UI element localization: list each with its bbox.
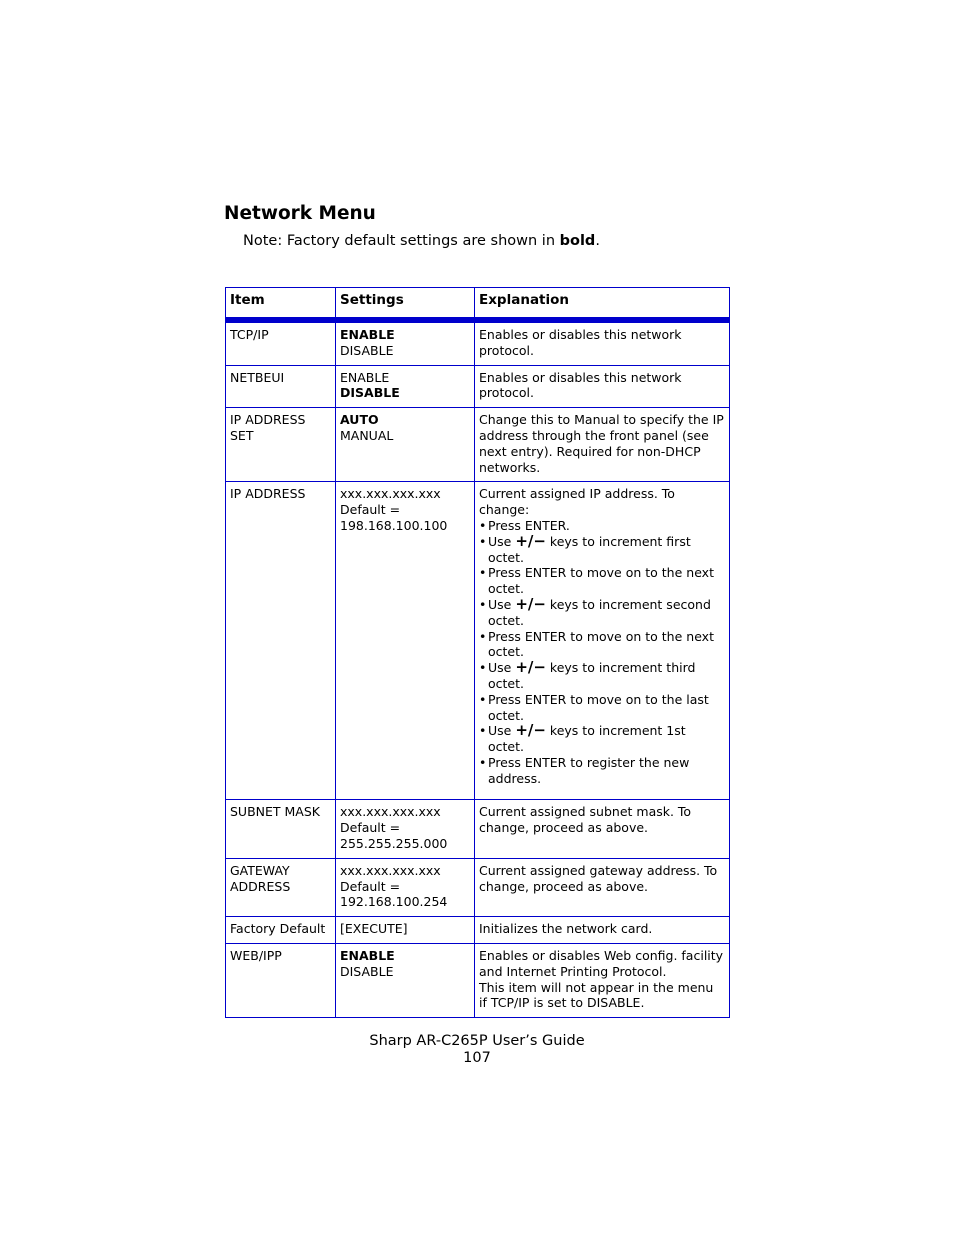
list-item-text: Press ENTER to move on to the next octet. bbox=[488, 628, 714, 660]
list-item bbox=[479, 660, 725, 692]
setting-value: Default = bbox=[340, 878, 401, 894]
note-suffix: . bbox=[595, 233, 600, 249]
setting-default-value: ENABLE bbox=[340, 327, 395, 342]
list-item bbox=[479, 531, 725, 566]
list-item bbox=[479, 594, 725, 629]
table-row bbox=[226, 482, 730, 800]
cell-settings bbox=[336, 858, 475, 916]
cell-item: GATEWAY ADDRESS bbox=[226, 858, 336, 916]
explanation-text: Initializes the network card. bbox=[479, 921, 653, 937]
header-settings: Settings bbox=[336, 288, 475, 321]
footer-guide-title: Sharp AR-C265P User’s Guide bbox=[369, 1033, 585, 1049]
setting-value: 192.168.100.254 bbox=[340, 894, 448, 910]
explanation-text: Enables or disables this network protocol. bbox=[479, 327, 682, 358]
table-row bbox=[226, 365, 730, 408]
plus-minus-keys-icon: +/− bbox=[515, 594, 546, 613]
list-item bbox=[479, 755, 725, 787]
cell-item: WEB/IPP bbox=[226, 943, 336, 1017]
list-item-text-suffix: keys to increment first octet. bbox=[488, 533, 691, 565]
cell-settings bbox=[336, 320, 475, 365]
cell-explanation bbox=[475, 943, 730, 1017]
setting-value: 198.168.100.100 bbox=[340, 517, 448, 533]
page-number: 107 bbox=[463, 1050, 491, 1066]
cell-item: Factory Default bbox=[226, 917, 336, 944]
footer bbox=[0, 1033, 954, 1067]
list-item bbox=[479, 629, 725, 661]
plus-minus-keys-icon: +/− bbox=[515, 531, 546, 550]
list-item bbox=[479, 723, 725, 755]
setting-value: DISABLE bbox=[340, 342, 394, 358]
cell-item: SUBNET MASK bbox=[226, 800, 336, 858]
list-item-text-suffix: keys to increment second octet. bbox=[488, 596, 711, 628]
setting-value: xxx.xxx.xxx.xxx bbox=[340, 862, 441, 878]
cell-explanation bbox=[475, 365, 730, 408]
table-row bbox=[226, 917, 730, 944]
cell-settings bbox=[336, 482, 475, 800]
cell-explanation bbox=[475, 858, 730, 916]
cell-item: IP ADDRESS SET bbox=[226, 408, 336, 482]
setting-default-value: AUTO bbox=[340, 412, 379, 428]
setting-value: 255.255.255.000 bbox=[340, 835, 448, 851]
setting-value: xxx.xxx.xxx.xxx bbox=[340, 486, 441, 502]
table-row bbox=[226, 320, 730, 365]
cell-explanation bbox=[475, 482, 730, 800]
setting-default-value: DISABLE bbox=[340, 385, 400, 401]
cell-settings bbox=[336, 408, 475, 482]
cell-explanation bbox=[475, 408, 730, 482]
list-item-text: Press ENTER. bbox=[488, 517, 570, 533]
setting-value: ENABLE bbox=[340, 369, 390, 385]
table-row bbox=[226, 408, 730, 482]
plus-minus-keys-icon: +/− bbox=[515, 721, 546, 740]
page-title: Network Menu bbox=[224, 203, 376, 224]
explanation-text: Change this to Manual to specify the IP address through the front panel (see next entry). Required for non-DHCP networks. bbox=[479, 412, 724, 475]
cell-settings bbox=[336, 917, 475, 944]
setting-value: Default = bbox=[340, 820, 401, 836]
list-item-text: Use bbox=[488, 596, 516, 612]
network-menu-table bbox=[225, 287, 730, 1018]
instruction-list bbox=[479, 518, 725, 787]
list-item-text: Press ENTER to move on to the next octet. bbox=[488, 565, 714, 597]
cell-explanation bbox=[475, 320, 730, 365]
plus-minus-keys-icon: +/− bbox=[515, 658, 546, 677]
list-item-text-suffix: keys to increment third octet. bbox=[488, 660, 696, 691]
note bbox=[243, 233, 600, 249]
cell-settings bbox=[336, 800, 475, 858]
setting-value: MANUAL bbox=[340, 427, 394, 443]
table-row bbox=[226, 943, 730, 1017]
list-item-text-suffix: keys to increment 1st octet. bbox=[488, 723, 686, 755]
list-item bbox=[479, 692, 725, 724]
setting-value: Default = bbox=[340, 502, 401, 518]
table-row bbox=[226, 858, 730, 916]
cell-item: TCP/IP bbox=[226, 320, 336, 365]
note-prefix: Note: Factory default settings are shown in bbox=[243, 233, 560, 249]
cell-item: IP ADDRESS bbox=[226, 482, 336, 800]
list-item-text: Use bbox=[488, 723, 516, 739]
explanation-text: This item will not appear in the menu if TCP/IP is set to DISABLE. bbox=[479, 979, 714, 1011]
setting-value: [EXECUTE] bbox=[340, 921, 408, 937]
explanation-text: Current assigned subnet mask. To change, proceed as above. bbox=[479, 804, 692, 836]
note-bold: bold bbox=[559, 233, 596, 249]
setting-value: xxx.xxx.xxx.xxx bbox=[340, 804, 441, 820]
list-item-text: Use bbox=[488, 533, 516, 549]
header-item: Item bbox=[226, 288, 336, 321]
setting-value: DISABLE bbox=[340, 963, 394, 979]
list-item-text: Use bbox=[488, 660, 516, 676]
explanation-text: Current assigned gateway address. To change, proceed as above. bbox=[479, 862, 718, 894]
setting-default-value: ENABLE bbox=[340, 947, 395, 963]
explanation-text: Enables or disables Web config. facility and Internet Printing Protocol. bbox=[479, 947, 724, 979]
explanation-text: Enables or disables this network protocol. bbox=[479, 369, 682, 401]
cell-settings bbox=[336, 943, 475, 1017]
header-explanation: Explanation bbox=[475, 288, 730, 321]
cell-explanation bbox=[475, 800, 730, 858]
table-header-row bbox=[226, 288, 730, 321]
list-item-text: Press ENTER to move on to the last octet. bbox=[488, 691, 709, 723]
list-item-text: Press ENTER to register the new address. bbox=[488, 754, 690, 786]
cell-explanation bbox=[475, 917, 730, 944]
cell-item: NETBEUI bbox=[226, 365, 336, 408]
cell-settings bbox=[336, 365, 475, 408]
list-item bbox=[479, 565, 725, 597]
table-row bbox=[226, 800, 730, 858]
explanation-text: Current assigned IP address. To change: bbox=[479, 486, 675, 518]
